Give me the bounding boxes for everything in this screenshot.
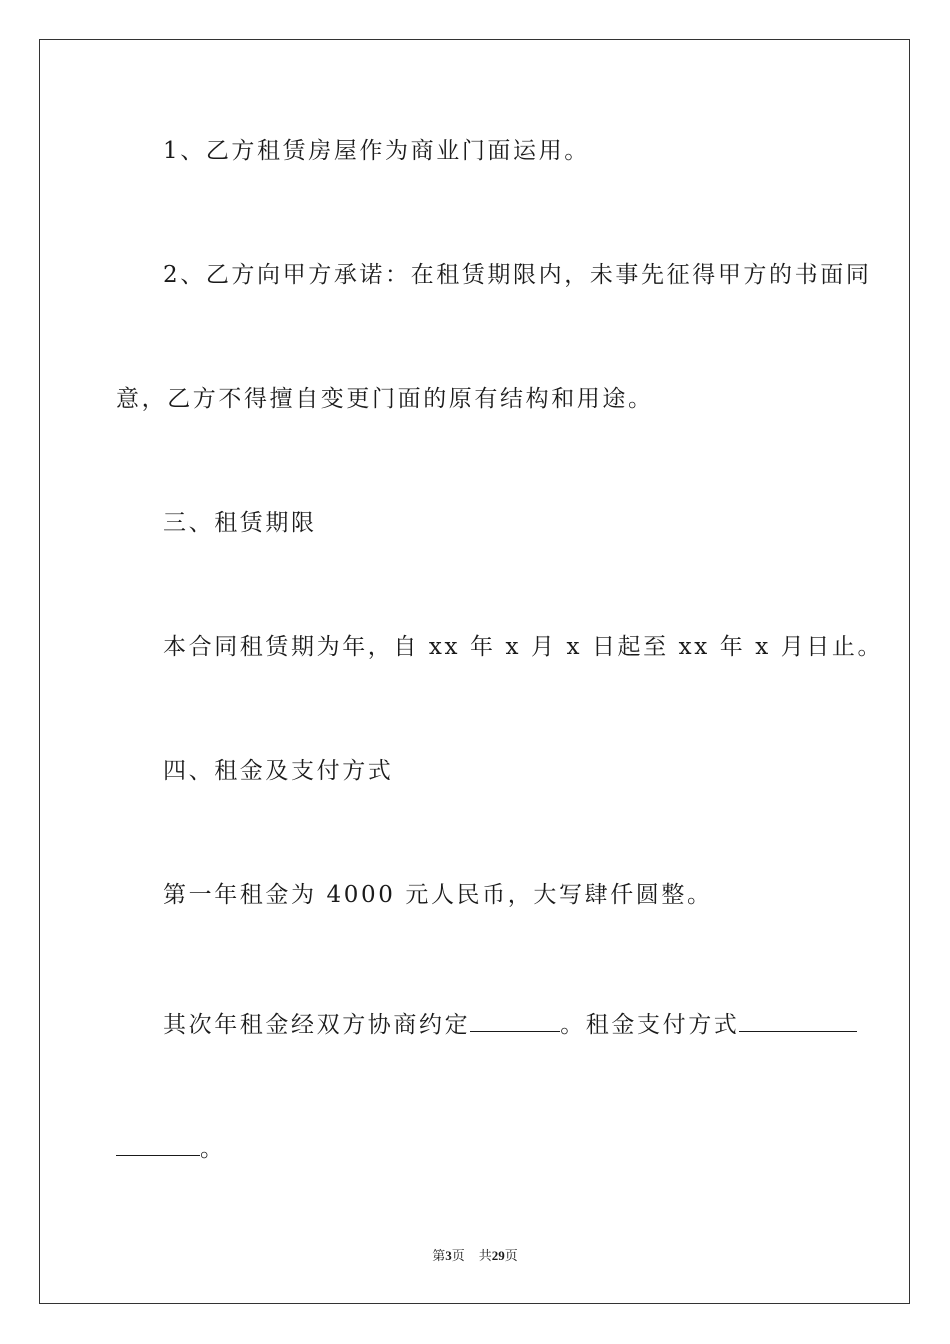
payment-method-text: 。租金支付方式 (560, 1012, 740, 1038)
footer-page-suffix: 页 (451, 1248, 465, 1263)
section-heading-rent-payment: 四、租金及支付方式 (163, 758, 394, 784)
section-heading-lease-term: 三、租赁期限 (163, 510, 317, 536)
page-border (39, 39, 910, 1304)
blank-agreed-rent (470, 1011, 560, 1032)
page-footer (0, 1247, 950, 1265)
footer-total-prefix: 共 (478, 1248, 492, 1263)
paragraph-commitment-line2: 意，乙方不得擅自变更门面的原有结构和用途。 (116, 386, 654, 412)
footer-total-suffix: 页 (504, 1248, 518, 1263)
blank-payment-method-cont (116, 1135, 200, 1156)
period-mark: 。 (200, 1136, 226, 1162)
footer-page-prefix: 第 (432, 1248, 446, 1263)
paragraph-second-year-rent (163, 1010, 857, 1040)
paragraph-payment-method-cont (116, 1134, 226, 1164)
paragraph-lease-period: 本合同租赁期为年，自 xx 年 x 月 x 日起至 xx 年 x 月日止。 (163, 634, 884, 660)
paragraph-commitment-line1: 2、乙方向甲方承诺：在租赁期限内，未事先征得甲方的书面同 (163, 262, 872, 288)
blank-payment-method (739, 1011, 857, 1032)
second-year-rent-text: 其次年租金经双方协商约定 (163, 1012, 471, 1038)
paragraph-first-year-rent: 第一年租金为 4000 元人民币，大写肆仟圆整。 (163, 882, 713, 908)
paragraph-usage-commercial: 1、乙方租赁房屋作为商业门面运用。 (163, 138, 590, 164)
footer-total-pages: 29 (491, 1248, 505, 1263)
footer-page-number: 3 (445, 1248, 452, 1263)
